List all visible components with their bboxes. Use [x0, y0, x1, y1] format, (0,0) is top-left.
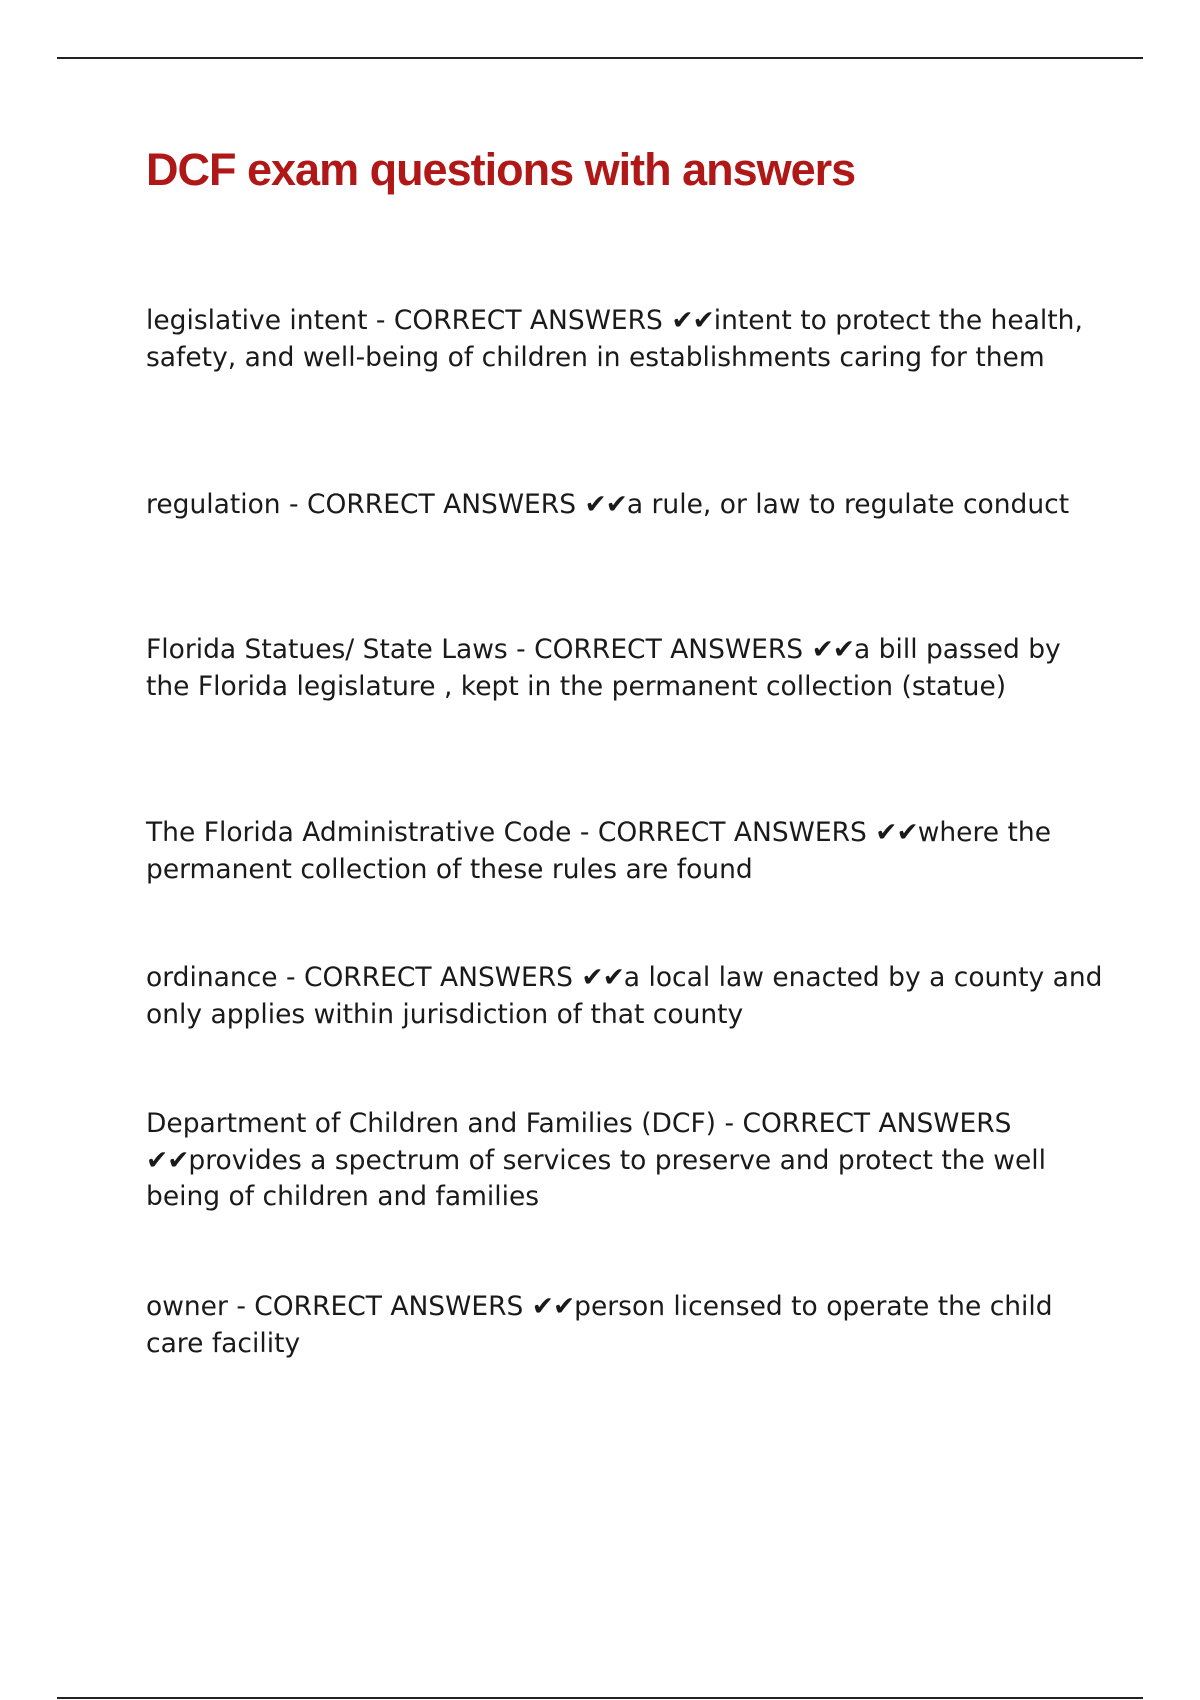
- page-title: DCF exam questions with answers: [146, 144, 856, 195]
- double-check-icon: ✔✔: [531, 1291, 575, 1322]
- qa-separator: - CORRECT ANSWERS: [367, 305, 672, 336]
- double-check-icon: ✔✔: [811, 634, 854, 665]
- qa-term: owner: [146, 1291, 228, 1322]
- qa-term: Department of Children and Families (DCF): [146, 1108, 717, 1139]
- qa-answer: a local law enacted by a county and only applies within jurisdiction of that county: [146, 962, 1111, 1030]
- qa-entry-regulation: [146, 487, 1106, 524]
- qa-term: Florida Statues/ State Laws: [146, 634, 508, 665]
- qa-separator: - CORRECT ANSWERS: [716, 1108, 1020, 1139]
- qa-answer: provides a spectrum of services to preserve and protect the well being of children and families: [146, 1144, 1055, 1212]
- qa-term: The Florida Administrative Code: [146, 817, 572, 848]
- qa-separator: - CORRECT ANSWERS: [277, 962, 582, 993]
- qa-answer: person licensed to operate the child care facility: [146, 1291, 1062, 1359]
- qa-term: legislative intent: [146, 305, 368, 336]
- bottom-rule: [57, 1697, 1143, 1699]
- qa-answer: a rule, or law to regulate conduct: [626, 489, 1070, 520]
- qa-term: ordinance: [146, 962, 278, 993]
- qa-separator: - CORRECT ANSWERS: [280, 489, 585, 520]
- qa-entry-ordinance: [146, 960, 1111, 1033]
- qa-entry-dcf: [146, 1106, 1106, 1216]
- qa-entry-florida-statues: [146, 632, 1106, 705]
- double-check-icon: ✔✔: [671, 305, 714, 336]
- double-check-icon: ✔✔: [875, 817, 918, 848]
- qa-answer: intent to protect the health, safety, and well-being of children in establishments caring for them: [146, 305, 1092, 373]
- qa-entry-legislative-intent: [146, 303, 1106, 376]
- double-check-icon: ✔✔: [584, 489, 627, 520]
- qa-separator: - CORRECT ANSWERS: [571, 817, 876, 848]
- double-check-icon: ✔✔: [146, 1144, 189, 1176]
- double-check-icon: ✔✔: [581, 962, 624, 993]
- qa-answer: where the permanent collection of these rules are found: [146, 817, 1060, 885]
- qa-separator: - CORRECT ANSWERS: [227, 1291, 532, 1322]
- qa-answer: a bill passed by the Florida legislature , kept in the permanent collection (statue): [146, 634, 1070, 702]
- qa-entry-owner: [146, 1289, 1106, 1362]
- top-rule: [57, 57, 1143, 59]
- qa-separator: - CORRECT ANSWERS: [507, 634, 812, 665]
- qa-entry-florida-administrative-code: [146, 815, 1106, 888]
- qa-term: regulation: [146, 489, 281, 520]
